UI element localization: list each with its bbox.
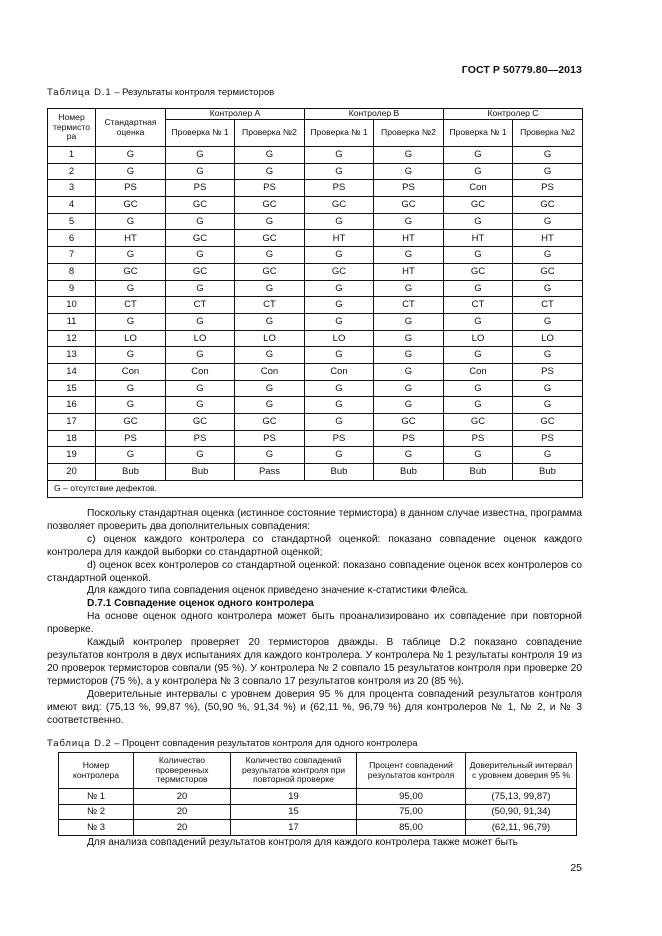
- table-cell: G: [305, 213, 374, 230]
- table1-caption: [47, 87, 274, 98]
- table-cell: GC: [235, 230, 305, 247]
- header-thermistor-number: Номер термисто ра: [48, 109, 96, 147]
- table-cell: G: [96, 163, 166, 180]
- table-cell: CT: [444, 297, 513, 314]
- table-cell: GC: [96, 414, 166, 431]
- table-cell: GC: [374, 197, 444, 214]
- table-cell: G: [96, 213, 166, 230]
- table-cell: G: [96, 380, 166, 397]
- table-row: [48, 147, 583, 164]
- paragraph: Доверительные интервалы с уровнем доверия 95 % для процента совпадений результатов контроля имеют вид: (75,13 %, 99,87 %), (50,90 %, 91,34 %) и (62,11 %, 96,79 %) для контролеров № 1, № 2, и № 3 соответственно.: [47, 688, 582, 726]
- table-cell: Con: [235, 363, 305, 380]
- table-cell: 5: [48, 213, 96, 230]
- table-cell: G: [374, 147, 444, 164]
- paragraph: Для каждого типа совпадения оценок приведено значение κ-статистики Флейса.: [87, 585, 469, 597]
- table-cell: G: [444, 397, 513, 414]
- table-row: [48, 464, 583, 481]
- table-cell: G: [166, 397, 235, 414]
- header-checked-count: Количество проверенных термисторов: [134, 753, 231, 789]
- table-cell: PS: [166, 180, 235, 197]
- table-cell: G: [513, 213, 583, 230]
- table-cell: G: [235, 247, 305, 264]
- table-cell: G: [166, 347, 235, 364]
- body-text: [47, 508, 582, 727]
- table-cell: GC: [235, 263, 305, 280]
- header-check: Проверка № 1: [166, 120, 235, 147]
- table-cell: G: [96, 247, 166, 264]
- table-cell: Con: [444, 180, 513, 197]
- table-cell: GC: [166, 263, 235, 280]
- table-cell: G: [235, 380, 305, 397]
- table-cell: PS: [305, 180, 374, 197]
- table-cell: 95,00: [357, 789, 466, 805]
- table-row: [48, 263, 583, 280]
- table-cell: HT: [513, 230, 583, 247]
- table-cell: G: [305, 414, 374, 431]
- table-cell: GC: [166, 197, 235, 214]
- table-cell: GC: [444, 197, 513, 214]
- table-cell: 20: [134, 820, 231, 836]
- header-standard-grade: Стандартная оценка: [96, 109, 166, 147]
- table-cell: G: [166, 247, 235, 264]
- table-row: [48, 280, 583, 297]
- table-cell: 16: [48, 397, 96, 414]
- table-row: [48, 230, 583, 247]
- table-cell: PS: [235, 180, 305, 197]
- table-row: [48, 180, 583, 197]
- table-cell: G: [374, 313, 444, 330]
- table-cell: 19: [48, 447, 96, 464]
- header-check: Проверка №2: [374, 120, 444, 147]
- table-cell: Bub: [96, 464, 166, 481]
- table-cell: GC: [96, 197, 166, 214]
- table-cell: 20: [134, 804, 231, 820]
- table-cell: G: [444, 247, 513, 264]
- table1-caption-label: Таблица D.1: [47, 87, 112, 98]
- table-cell: CT: [235, 297, 305, 314]
- header-check: Проверка № 1: [444, 120, 513, 147]
- table-cell: G: [374, 213, 444, 230]
- table-cell: HT: [96, 230, 166, 247]
- table-cell: G: [166, 147, 235, 164]
- table-cell: GC: [166, 414, 235, 431]
- table-cell: G: [166, 213, 235, 230]
- table-row: [59, 820, 577, 836]
- table-cell: HT: [374, 230, 444, 247]
- table-cell: Bub: [374, 464, 444, 481]
- header-check: Проверка №2: [513, 120, 583, 147]
- table-cell: 15: [48, 380, 96, 397]
- table-cell: PS: [513, 363, 583, 380]
- table-cell: 3: [48, 180, 96, 197]
- table-cell: G: [305, 397, 374, 414]
- table-cell: G: [374, 347, 444, 364]
- table-cell: GC: [96, 263, 166, 280]
- agreement-table: [58, 752, 577, 836]
- table-cell: LO: [305, 330, 374, 347]
- paragraph: c) оценок каждого контролера со стандартной оценкой: показано совпадение оценок каждого контролера для каждой выборки со стандартной оценкой;: [47, 533, 582, 558]
- table-cell: G: [374, 447, 444, 464]
- header-controller-number: Номер контролера: [59, 753, 134, 789]
- table-cell: G: [513, 313, 583, 330]
- table-cell: Con: [444, 363, 513, 380]
- header-match-count: Количество совпадений результатов контроля при повторной проверке: [231, 753, 357, 789]
- table-row: [48, 430, 583, 447]
- table-cell: G: [305, 247, 374, 264]
- table-cell: 20: [48, 464, 96, 481]
- table-cell: 75,00: [357, 804, 466, 820]
- table-cell: G: [235, 397, 305, 414]
- table-cell: 4: [48, 197, 96, 214]
- table-cell: 19: [231, 789, 357, 805]
- table-cell: G: [305, 280, 374, 297]
- table-row: [48, 414, 583, 431]
- table-cell: G: [444, 313, 513, 330]
- page-number: 25: [570, 862, 582, 874]
- table-cell: PS: [374, 430, 444, 447]
- table-cell: Bub: [166, 464, 235, 481]
- table2-caption: [47, 738, 418, 749]
- table-cell: G: [513, 347, 583, 364]
- table-cell: G: [305, 313, 374, 330]
- table-cell: PS: [235, 430, 305, 447]
- table-cell: PS: [374, 180, 444, 197]
- table-cell: G: [374, 380, 444, 397]
- table-cell: 2: [48, 163, 96, 180]
- table-cell: PS: [305, 430, 374, 447]
- table-cell: G: [374, 163, 444, 180]
- table-row: [48, 447, 583, 464]
- table-cell: G: [444, 213, 513, 230]
- table-cell: G: [96, 313, 166, 330]
- table-cell: Bub: [513, 464, 583, 481]
- table-cell: G: [513, 280, 583, 297]
- table-cell: GC: [513, 414, 583, 431]
- header-confidence-interval: Доверительный интервал с уровнем доверия 95 %: [466, 753, 577, 789]
- paragraph: Поскольку стандартная оценка (истинное состояние термистора) в данном случае известна, программа позволяет проверить два дополнительных совпадения:: [47, 508, 582, 532]
- table-cell: 12: [48, 330, 96, 347]
- header-controller-a: Контролер А: [166, 109, 305, 120]
- table-cell: G: [444, 447, 513, 464]
- table-cell: G: [513, 147, 583, 164]
- table-cell: 10: [48, 297, 96, 314]
- table-cell: G: [96, 347, 166, 364]
- table-cell: № 2: [59, 804, 134, 820]
- table-row: [48, 213, 583, 230]
- table-cell: LO: [235, 330, 305, 347]
- table-cell: G: [444, 347, 513, 364]
- table-cell: G: [444, 380, 513, 397]
- table-cell: 17: [231, 820, 357, 836]
- table-cell: GC: [513, 263, 583, 280]
- table2-caption-label: Таблица D.2: [47, 738, 112, 749]
- table-cell: G: [166, 447, 235, 464]
- table-cell: GC: [513, 197, 583, 214]
- paragraph: Каждый контролер проверяет 20 термисторов дважды. В таблице D.2 показано совпадение результатов контроля в двух испытаниях для каждого контролера. У контролера № 1 результаты контроля 19 из 20 проверок термисторов совпали (95 %). У контролера № 2 совпало 15 результатов контроля при проверке 20 термисторов (75 %), а у контролера № 3 совпало 17 результатов контроля из 20 (85 %).: [47, 637, 582, 687]
- table-cell: Con: [305, 363, 374, 380]
- header-check: Проверка №2: [235, 120, 305, 147]
- table-row: [48, 247, 583, 264]
- table-cell: 20: [134, 789, 231, 805]
- table-cell: LO: [444, 330, 513, 347]
- header-controller-c: Контролер С: [444, 109, 583, 120]
- table1-caption-text: – Результаты контроля термисторов: [111, 87, 275, 98]
- table-cell: G: [305, 447, 374, 464]
- table-cell: G: [96, 397, 166, 414]
- paragraph: На основе оценок одного контролера может быть проанализировано их совпадение при повторной проверке.: [47, 611, 582, 636]
- table-cell: G: [305, 147, 374, 164]
- header-check: Проверка № 1: [305, 120, 374, 147]
- table-cell: G: [166, 313, 235, 330]
- table-cell: 1: [48, 147, 96, 164]
- table-row: [48, 397, 583, 414]
- table-cell: G: [374, 363, 444, 380]
- table-cell: G: [235, 313, 305, 330]
- table-cell: G: [305, 347, 374, 364]
- table-row: [59, 804, 577, 820]
- table-cell: 14: [48, 363, 96, 380]
- table-row: [48, 380, 583, 397]
- table-row: [48, 313, 583, 330]
- table-cell: G: [513, 397, 583, 414]
- body-text-continued: [47, 837, 582, 850]
- table-cell: Pass: [235, 464, 305, 481]
- table-row: [48, 347, 583, 364]
- table-cell: HT: [444, 230, 513, 247]
- table-cell: G: [96, 280, 166, 297]
- table-cell: (50,90, 91,34): [466, 804, 577, 820]
- table-cell: G: [166, 380, 235, 397]
- table-cell: LO: [96, 330, 166, 347]
- table-cell: GC: [444, 414, 513, 431]
- table-cell: 6: [48, 230, 96, 247]
- table-cell: G: [96, 147, 166, 164]
- table-row: [48, 363, 583, 380]
- table-row: [59, 789, 577, 805]
- table-cell: G: [235, 447, 305, 464]
- table2-caption-text: – Процент совпадения результатов контроля для одного контролера: [111, 738, 418, 749]
- table-cell: № 3: [59, 820, 134, 836]
- table-cell: G: [305, 163, 374, 180]
- table-cell: PS: [513, 180, 583, 197]
- table-cell: CT: [513, 297, 583, 314]
- table-cell: 11: [48, 313, 96, 330]
- table-cell: G: [166, 163, 235, 180]
- table-cell: GC: [235, 414, 305, 431]
- table-cell: G: [444, 147, 513, 164]
- table-cell: № 1: [59, 789, 134, 805]
- table-cell: CT: [96, 297, 166, 314]
- table-cell: G: [513, 380, 583, 397]
- table-cell: GC: [374, 414, 444, 431]
- table-cell: G: [513, 163, 583, 180]
- table-cell: Con: [96, 363, 166, 380]
- table-cell: HT: [374, 263, 444, 280]
- table-cell: G: [235, 347, 305, 364]
- table-cell: PS: [444, 430, 513, 447]
- table-row: [48, 197, 583, 214]
- table-row: [48, 330, 583, 347]
- table-cell: Bub: [444, 464, 513, 481]
- table-row: [48, 297, 583, 314]
- table-cell: G: [374, 247, 444, 264]
- thermistor-results-table: [47, 108, 583, 498]
- table-cell: G: [374, 397, 444, 414]
- table-cell: PS: [96, 180, 166, 197]
- table-cell: G: [513, 447, 583, 464]
- table-cell: G: [96, 447, 166, 464]
- table-cell: GC: [305, 263, 374, 280]
- table-cell: G: [305, 297, 374, 314]
- table-cell: (62,11, 96,79): [466, 820, 577, 836]
- table-cell: LO: [513, 330, 583, 347]
- table-cell: (75,13, 99,87): [466, 789, 577, 805]
- paragraph: Для анализа совпадений результатов контроля для каждого контролера также может быть: [87, 837, 518, 848]
- table-cell: CT: [374, 297, 444, 314]
- table1-body: [48, 147, 583, 481]
- paragraph: d) оценок всех контролеров со стандартной оценкой: показано совпадение оценок всех контролеров со стандартной оценкой.: [47, 559, 582, 584]
- table-cell: 85,00: [357, 820, 466, 836]
- table1-note: G – отсутствие дефектов.: [48, 480, 583, 497]
- table-cell: 7: [48, 247, 96, 264]
- table-cell: G: [235, 213, 305, 230]
- standard-code: ГОСТ Р 50779.80—2013: [461, 64, 582, 76]
- table-cell: GC: [305, 197, 374, 214]
- table-cell: G: [444, 280, 513, 297]
- table-cell: 15: [231, 804, 357, 820]
- table2-body: [59, 789, 577, 836]
- header-match-percent: Процент совпадений результатов контроля: [357, 753, 466, 789]
- section-heading: D.7.1 Совпадение оценок одного контролера: [87, 598, 314, 610]
- table-cell: 17: [48, 414, 96, 431]
- table-cell: G: [374, 330, 444, 347]
- table-cell: 13: [48, 347, 96, 364]
- table-cell: Bub: [305, 464, 374, 481]
- table-cell: PS: [166, 430, 235, 447]
- table-cell: GC: [444, 263, 513, 280]
- table-cell: G: [305, 380, 374, 397]
- table-cell: 9: [48, 280, 96, 297]
- table-cell: LO: [166, 330, 235, 347]
- table-cell: GC: [166, 230, 235, 247]
- header-controller-b: Контролер В: [305, 109, 444, 120]
- table-cell: PS: [96, 430, 166, 447]
- table-cell: GC: [235, 197, 305, 214]
- table-cell: HT: [305, 230, 374, 247]
- table-cell: G: [235, 280, 305, 297]
- table-cell: Con: [166, 363, 235, 380]
- table-cell: G: [513, 247, 583, 264]
- table-cell: G: [166, 280, 235, 297]
- table-cell: PS: [513, 430, 583, 447]
- table-cell: G: [235, 147, 305, 164]
- table-cell: G: [374, 280, 444, 297]
- table-cell: 18: [48, 430, 96, 447]
- table-row: [48, 163, 583, 180]
- table-cell: G: [235, 163, 305, 180]
- table-cell: 8: [48, 263, 96, 280]
- table-cell: CT: [166, 297, 235, 314]
- table-cell: G: [444, 163, 513, 180]
